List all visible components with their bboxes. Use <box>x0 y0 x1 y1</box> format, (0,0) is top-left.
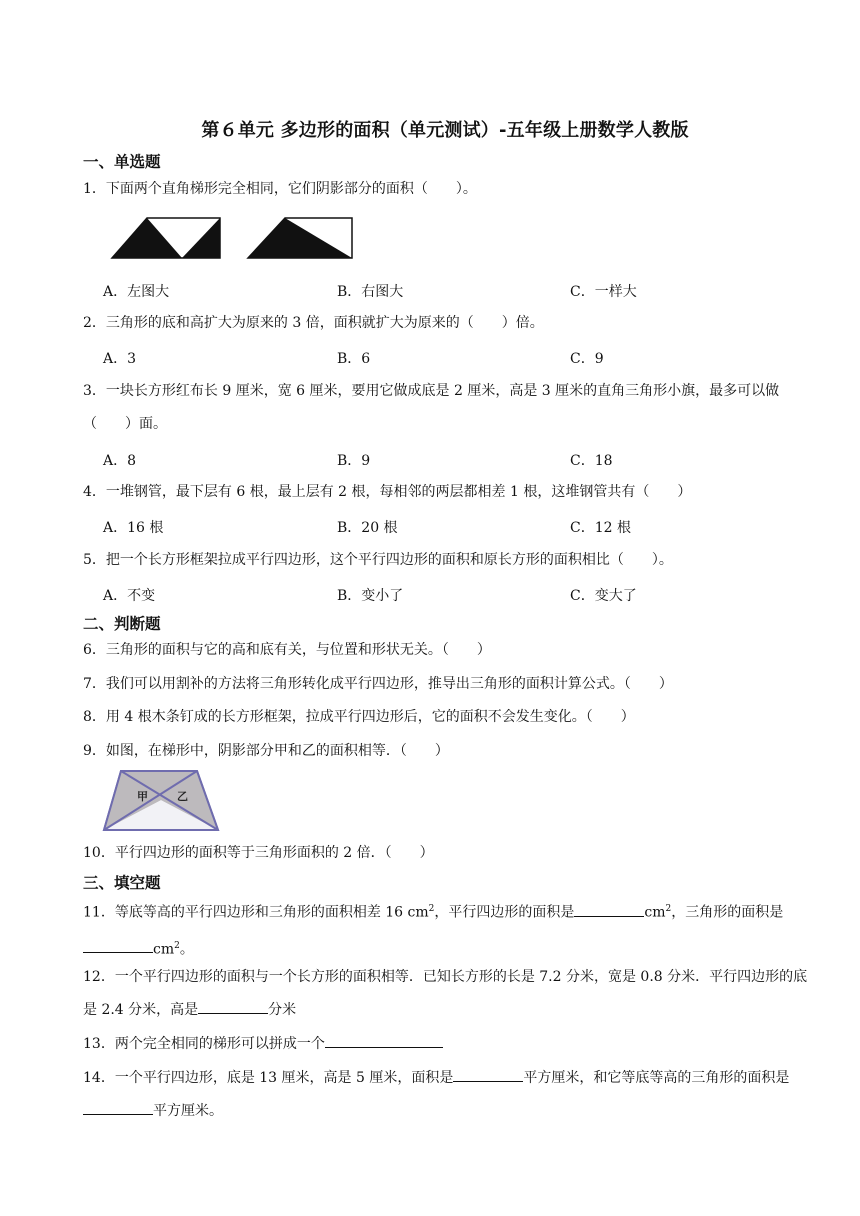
question-1-options <box>103 281 803 303</box>
option-c[interactable]: C．一样大 <box>570 284 637 300</box>
question-4: 4．一堆钢管，最下层有 6 根，最上层有 2 根，每相邻的两层都相差 1 根，这堆钢管共有（ ） <box>83 484 692 500</box>
question-9: 9．如图，在梯形中，阴影部分甲和乙的面积相等．（ ） <box>83 743 449 759</box>
question-10: 10．平行四边形的面积等于三角形面积的 2 倍．（ ） <box>83 845 434 861</box>
option-c[interactable]: C．12 根 <box>570 520 631 536</box>
option-b[interactable]: B．6 <box>337 351 371 367</box>
question-12: 12．一个平行四边形的面积与一个长方形的面积相等．已知长方形的长是 7.2 分米，宽是 0.8 分米．平行四边形的底是 2.4 分米，高是 分米 <box>83 969 808 1018</box>
question-14: 14．一个平行四边形，底是 13 厘米，高是 5 厘米，面积是 平方厘米，和它等底等高的三角形的面积是平方厘米。 <box>83 1062 808 1128</box>
option-b[interactable]: B．20 根 <box>337 520 398 536</box>
answer-blank[interactable] <box>83 1100 153 1115</box>
question-9-figure <box>101 768 223 834</box>
question-4-options <box>103 517 803 539</box>
question-2: 2．三角形的底和高扩大为原来的 3 倍，面积就扩大为原来的（ ）倍。 <box>83 315 544 331</box>
option-c[interactable]: C．9 <box>570 351 604 367</box>
option-a[interactable]: A．3 <box>103 351 137 367</box>
answer-blank[interactable] <box>325 1033 443 1048</box>
section-heading-fill-blank: 三、填空题 <box>83 874 161 892</box>
label-yi: 乙 <box>177 790 188 803</box>
question-3-options <box>103 450 803 472</box>
section-heading-single-choice: 一、单选题 <box>83 153 161 171</box>
answer-blank[interactable] <box>574 902 644 917</box>
question-6: 6．三角形的面积与它的高和底有关，与位置和形状无关。（ ） <box>83 642 491 658</box>
option-b[interactable]: B．右图大 <box>337 284 404 300</box>
option-b[interactable]: B．9 <box>337 453 371 469</box>
question-5: 5．把一个长方形框架拉成平行四边形，这个平行四边形的面积和原长方形的面积相比（ ）。 <box>83 552 673 568</box>
question-8: 8．用 4 根木条钉成的长方形框架，拉成平行四边形后，它的面积不会发生变化。（ ） <box>83 709 635 725</box>
question-11: 11．等底等高的平行四边形和三角形的面积相差 16 $cm^2$，平行四边形的面积是 $cm^2$，三角形的面积是$cm^2$。 <box>83 893 808 966</box>
answer-blank[interactable] <box>83 938 153 953</box>
page-title: 第６单元 多边形的面积（单元测试）-五年级上册数学人教版 <box>201 120 689 141</box>
question-2-options <box>103 348 803 370</box>
option-a[interactable]: A．8 <box>103 453 137 469</box>
section-heading-true-false: 二、判断题 <box>83 615 161 633</box>
label-jia: 甲 <box>137 790 148 803</box>
question-3: 3．一块长方形红布长 9 厘米，宽 6 厘米，要用它做成底是 2 厘米，高是 3 厘米的直角三角形小旗，最多可以做（ ）面。 <box>83 383 780 432</box>
option-a[interactable]: A．不变 <box>103 588 156 604</box>
option-a[interactable]: A．左图大 <box>103 284 170 300</box>
question-5-options <box>103 585 803 607</box>
option-c[interactable]: C．变大了 <box>570 588 637 604</box>
right-trapezoid <box>248 218 352 258</box>
option-a[interactable]: A．16 根 <box>103 520 164 536</box>
question-7: 7．我们可以用割补的方法将三角形转化成平行四边形，推导出三角形的面积计算公式。（ ） <box>83 676 673 692</box>
question-1: 1．下面两个直角梯形完全相同，它们阴影部分的面积（ ）。 <box>83 181 477 197</box>
left-trapezoid <box>112 218 220 258</box>
question-1-figure <box>110 214 355 262</box>
option-c[interactable]: C．18 <box>570 453 613 469</box>
question-13: 13．两个完全相同的梯形可以拼成一个 <box>83 1028 808 1061</box>
answer-blank[interactable] <box>198 999 268 1014</box>
option-b[interactable]: B．变小了 <box>337 588 404 604</box>
answer-blank[interactable] <box>453 1067 523 1082</box>
